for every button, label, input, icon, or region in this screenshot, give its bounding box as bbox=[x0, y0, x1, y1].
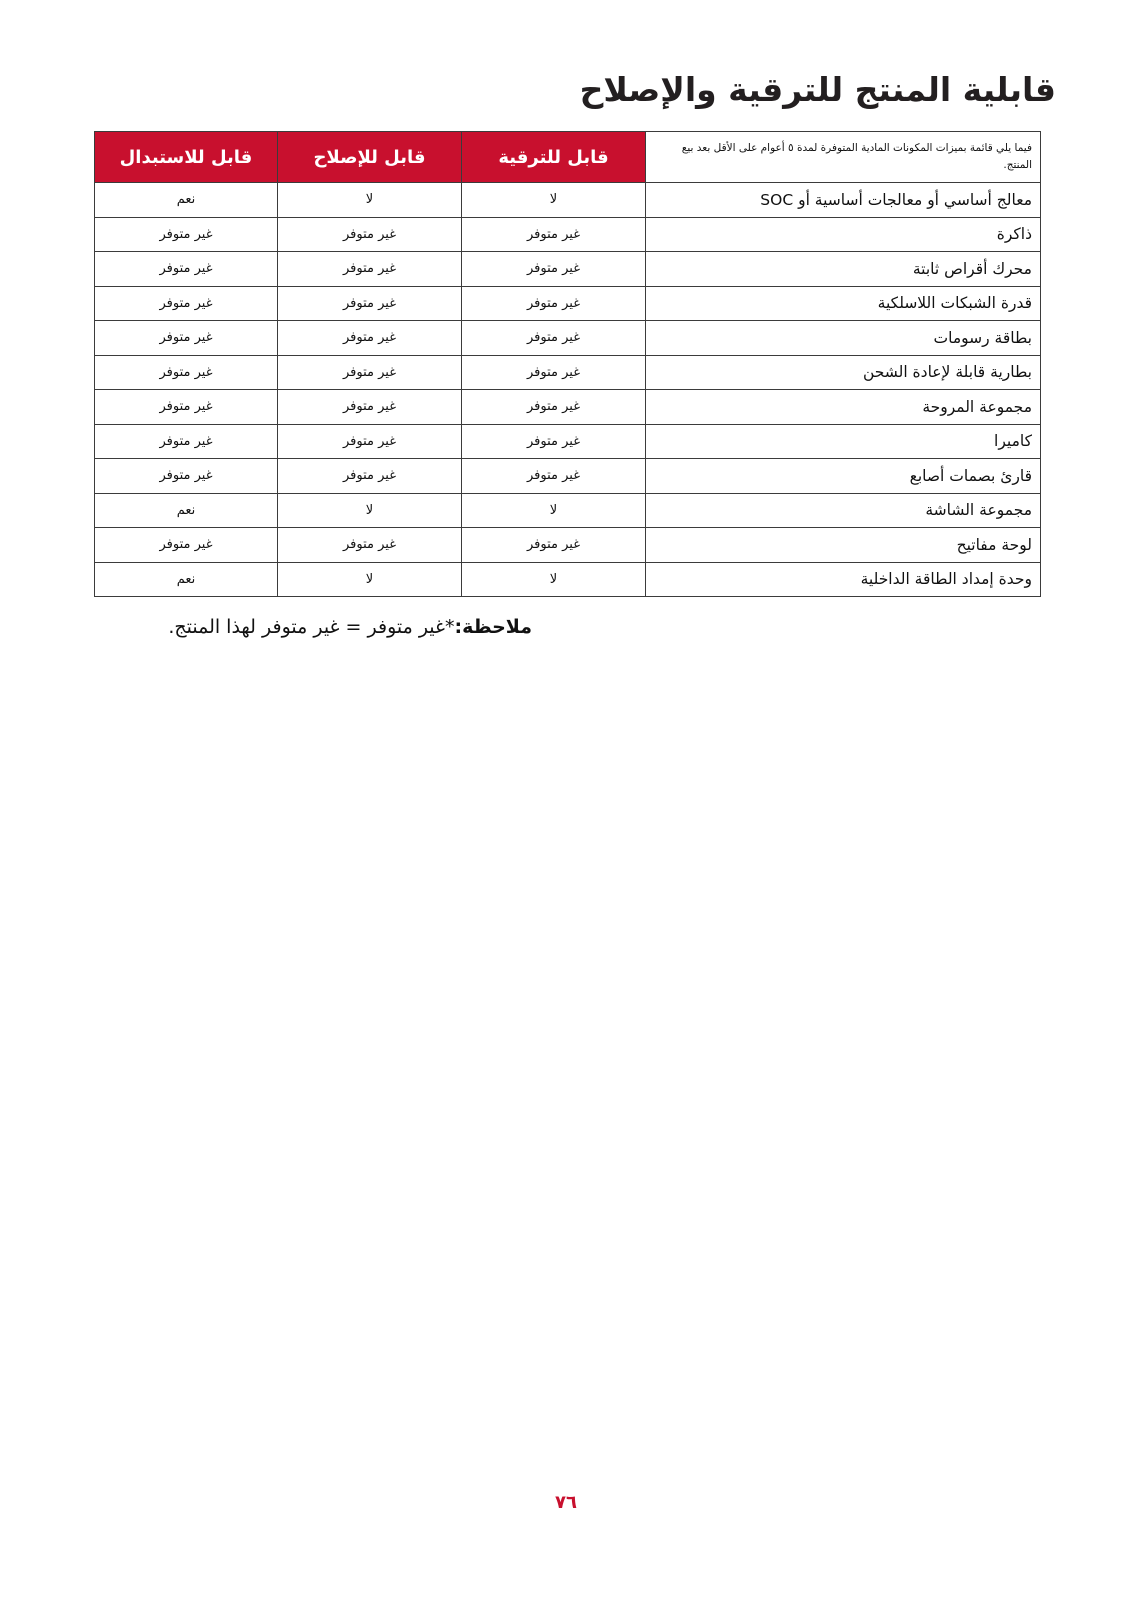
upgradeable-cell: لا bbox=[462, 562, 646, 597]
replaceable-cell: غير متوفر bbox=[95, 321, 278, 356]
replaceable-cell: غير متوفر bbox=[95, 528, 278, 563]
component-cell: محرك أقراص ثابتة bbox=[646, 252, 1041, 287]
upgradeable-cell: لا bbox=[462, 183, 646, 218]
component-cell: وحدة إمداد الطاقة الداخلية bbox=[646, 562, 1041, 597]
header-repairable: قابل للإصلاح bbox=[278, 132, 462, 183]
repairable-cell: غير متوفر bbox=[278, 424, 462, 459]
repairable-cell: لا bbox=[278, 493, 462, 528]
replaceable-cell: غير متوفر bbox=[95, 459, 278, 494]
table-row bbox=[95, 424, 1041, 459]
upgradeable-cell: غير متوفر bbox=[462, 390, 646, 425]
replaceable-cell: غير متوفر bbox=[95, 217, 278, 252]
upgradeable-cell: غير متوفر bbox=[462, 355, 646, 390]
table-row bbox=[95, 321, 1041, 356]
upgradeable-cell: غير متوفر bbox=[462, 459, 646, 494]
table-row bbox=[95, 355, 1041, 390]
table-row bbox=[95, 217, 1041, 252]
replaceable-cell: غير متوفر bbox=[95, 252, 278, 287]
component-cell: بطارية قابلة لإعادة الشحن bbox=[646, 355, 1041, 390]
repairable-cell: غير متوفر bbox=[278, 321, 462, 356]
header-replaceable: قابل للاستبدال bbox=[95, 132, 278, 183]
upgradeable-cell: غير متوفر bbox=[462, 321, 646, 356]
component-cell: كاميرا bbox=[646, 424, 1041, 459]
component-cell: مجموعة المروحة bbox=[646, 390, 1041, 425]
component-cell: مجموعة الشاشة bbox=[646, 493, 1041, 528]
repairable-cell: غير متوفر bbox=[278, 355, 462, 390]
component-cell: معالج أساسي أو معالجات أساسية أو SOC bbox=[646, 183, 1041, 218]
upgradeable-cell: غير متوفر bbox=[462, 424, 646, 459]
page-title: قابلية المنتج للترقية والإصلاح bbox=[579, 70, 1056, 109]
table-row bbox=[95, 252, 1041, 287]
upgradeable-cell: لا bbox=[462, 493, 646, 528]
component-cell: بطاقة رسومات bbox=[646, 321, 1041, 356]
table-row bbox=[95, 390, 1041, 425]
replaceable-cell: غير متوفر bbox=[95, 424, 278, 459]
repairable-cell: غير متوفر bbox=[278, 528, 462, 563]
repairability-table bbox=[94, 131, 1041, 597]
repairable-cell: غير متوفر bbox=[278, 252, 462, 287]
replaceable-cell: نعم bbox=[95, 183, 278, 218]
replaceable-cell: غير متوفر bbox=[95, 286, 278, 321]
component-cell: قارئ بصمات أصابع bbox=[646, 459, 1041, 494]
component-cell: ذاكرة bbox=[646, 217, 1041, 252]
upgradeable-cell: غير متوفر bbox=[462, 286, 646, 321]
page-number: ٧٦ bbox=[555, 1492, 577, 1513]
footnote-label: ملاحظة: bbox=[454, 616, 532, 638]
upgradeable-cell: غير متوفر bbox=[462, 217, 646, 252]
table-row bbox=[95, 562, 1041, 597]
table-row bbox=[95, 493, 1041, 528]
repairable-cell: لا bbox=[278, 183, 462, 218]
repairable-cell: لا bbox=[278, 562, 462, 597]
table-body bbox=[95, 183, 1041, 597]
footnote-text: *غير متوفر = غير متوفر لهذا المنتج. bbox=[168, 616, 455, 638]
table-header-row bbox=[95, 132, 1041, 183]
component-cell: لوحة مفاتيح bbox=[646, 528, 1041, 563]
upgradeable-cell: غير متوفر bbox=[462, 252, 646, 287]
header-upgradeable: قابل للترقية bbox=[462, 132, 646, 183]
repairable-cell: غير متوفر bbox=[278, 217, 462, 252]
repairable-cell: غير متوفر bbox=[278, 459, 462, 494]
replaceable-cell: غير متوفر bbox=[95, 390, 278, 425]
replaceable-cell: نعم bbox=[95, 493, 278, 528]
table-row bbox=[95, 459, 1041, 494]
table-row bbox=[95, 183, 1041, 218]
replaceable-cell: غير متوفر bbox=[95, 355, 278, 390]
footnote bbox=[168, 616, 532, 638]
table-row bbox=[95, 528, 1041, 563]
repairable-cell: غير متوفر bbox=[278, 390, 462, 425]
table-intro-text: فيما يلي قائمة بميزات المكونات المادية المتوفرة لمدة ٥ أعوام على الأقل بعد بيع المنتج. bbox=[646, 132, 1041, 183]
upgradeable-cell: غير متوفر bbox=[462, 528, 646, 563]
repairable-cell: غير متوفر bbox=[278, 286, 462, 321]
component-cell: قدرة الشبكات اللاسلكية bbox=[646, 286, 1041, 321]
table-row bbox=[95, 286, 1041, 321]
replaceable-cell: نعم bbox=[95, 562, 278, 597]
